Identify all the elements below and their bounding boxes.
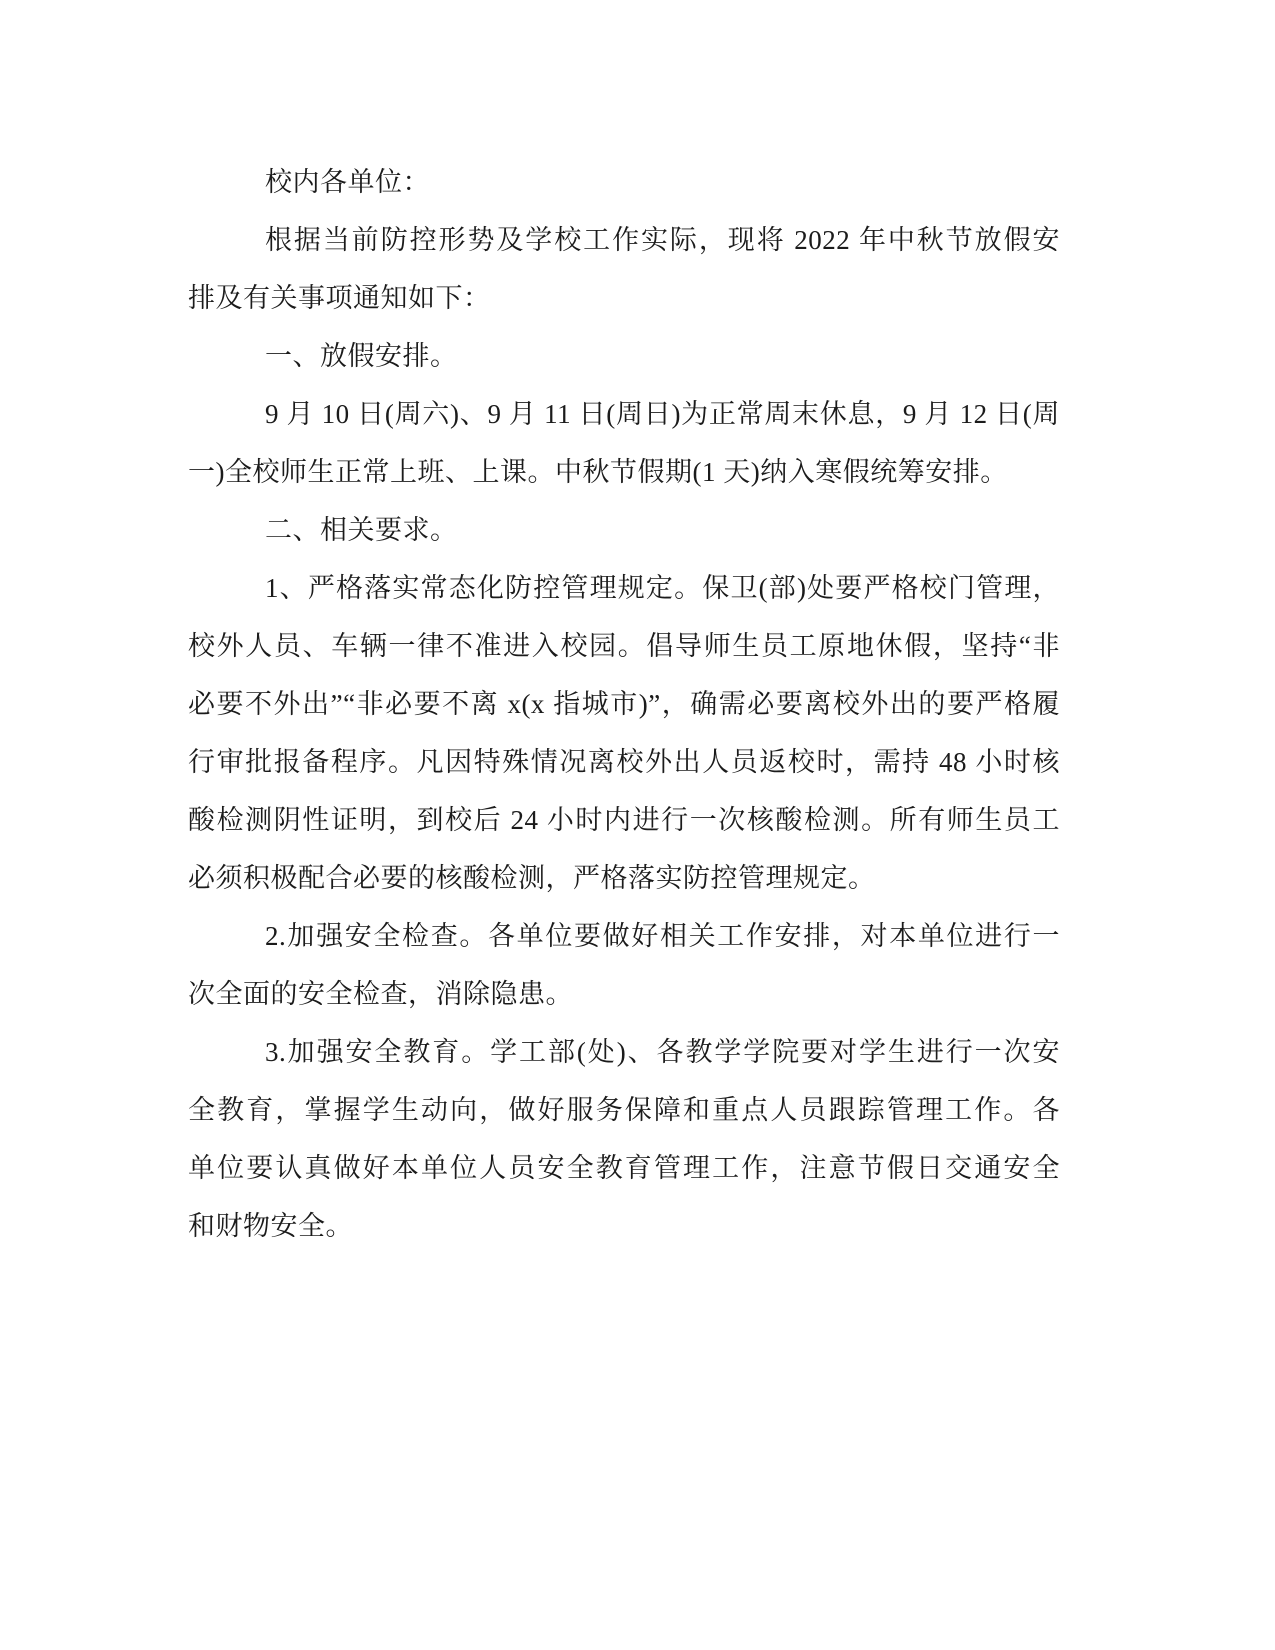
text-line: 全教育，掌握学生动向，做好服务保障和重点人员跟踪管理工作。各 xyxy=(188,1095,1060,1125)
text-line: 单位要认真做好本单位人员安全教育管理工作，注意节假日交通安全 xyxy=(188,1153,1060,1183)
text-line: 校外人员、车辆一律不准进入校园。倡导师生员工原地休假，坚持“非 xyxy=(188,631,1060,661)
text-line: 必要不外出”“非必要不离 x(x 指城市)”，确需必要离校外出的要严格履 xyxy=(188,689,1060,719)
text-line: 和财物安全。 xyxy=(188,1211,353,1241)
text-line: 1、严格落实常态化防控管理规定。保卫(部)处要严格校门管理， xyxy=(265,573,1060,603)
text-line: 根据当前防控形势及学校工作实际，现将 2022 年中秋节放假安 xyxy=(265,225,1060,255)
text-line: 3.加强安全教育。学工部(处)、各教学学院要对学生进行一次安 xyxy=(265,1037,1060,1067)
text-line: 行审批报备程序。凡因特殊情况离校外出人员返校时，需持 48 小时核 xyxy=(188,747,1060,777)
text-line: 二、相关要求。 xyxy=(265,515,458,545)
text-line: 排及有关事项通知如下： xyxy=(188,283,491,313)
text-line: 一)全校师生正常上班、上课。中秋节假期(1 天)纳入寒假统筹安排。 xyxy=(188,457,1008,487)
document-body xyxy=(188,153,1060,1255)
text-line: 9 月 10 日(周六)、9 月 11 日(周日)为正常周末休息，9 月 12 日(周 xyxy=(265,399,1060,429)
text-line: 校内各单位： xyxy=(265,167,430,197)
text-line: 次全面的安全检查，消除隐患。 xyxy=(188,979,573,1009)
text-line: 必须积极配合必要的核酸检测，严格落实防控管理规定。 xyxy=(188,863,876,893)
text-line: 一、放假安排。 xyxy=(265,341,458,371)
text-line: 酸检测阴性证明，到校后 24 小时内进行一次核酸检测。所有师生员工 xyxy=(188,805,1060,835)
text-line: 2.加强安全检查。各单位要做好相关工作安排，对本单位进行一 xyxy=(265,921,1060,951)
